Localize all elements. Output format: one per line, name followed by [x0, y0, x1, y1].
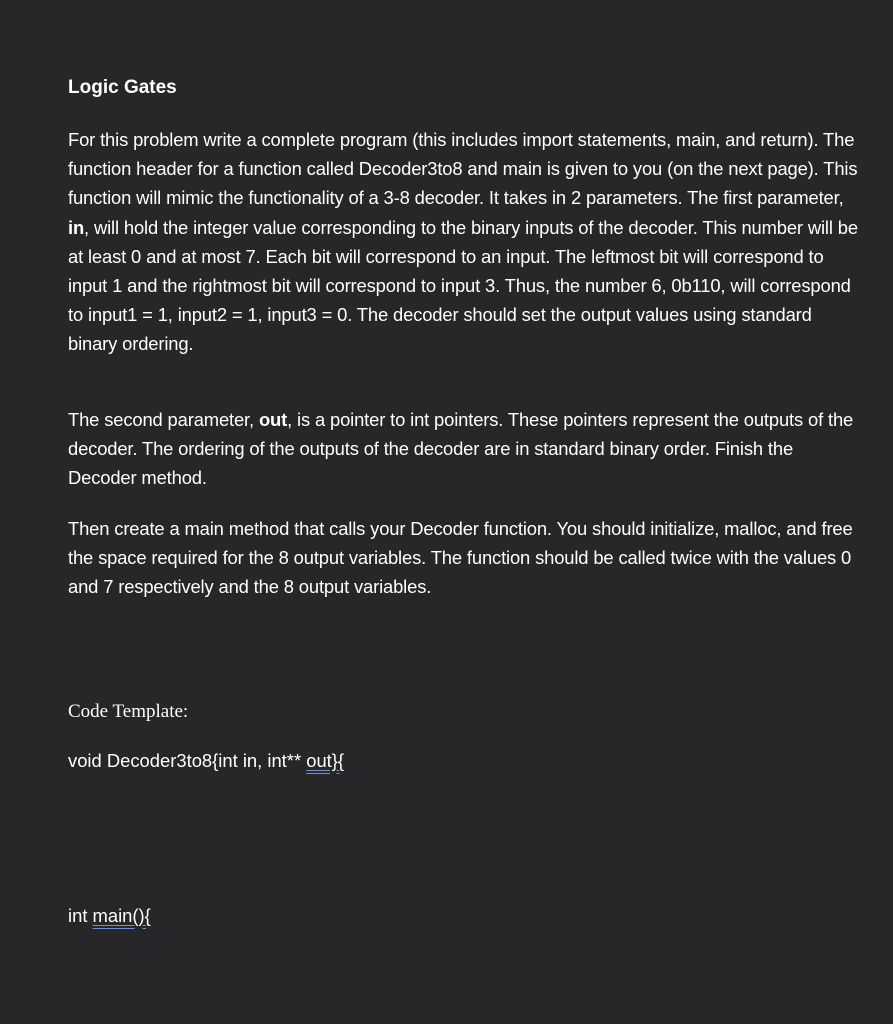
paragraph-second-parameter: [68, 405, 858, 493]
decoder-signature: [68, 748, 344, 774]
document-title: Logic Gates: [68, 77, 177, 98]
decoder-signature-prefix: void Decoder3to8{int in, int**: [68, 750, 307, 771]
p1-text-a: For this problem write a complete program (this includes import statements, main, and return). The function header for a function called Decoder3to8 and main is given to you (on the next page). This function will mimic the functionality of a 3-8 decoder. It takes in 2 parameters. The first parameter,: [68, 129, 858, 209]
code-template-label: Code Template:: [68, 701, 189, 722]
main-signature-underlined: main(){: [92, 905, 151, 926]
p2-bold-out: out: [258, 409, 288, 430]
p1-bold-in: in: [68, 216, 85, 238]
decoder-signature-underlined: out}{: [306, 750, 345, 771]
main-signature-prefix: int: [68, 905, 93, 926]
p1-text-b: , will hold the integer value corresponding to the binary inputs of the decoder. This number will be at least 0 and at most 7. Each bit will correspond to an input. The leftmost bit will correspond to input 1 and the rightmost bit will correspond to input 3. Thus, the number 6, 0b110, will correspond to input1 = 1, input2 = 1, input3 = 0. The decoder should set the output values using standard binary ordering.: [68, 216, 858, 355]
main-signature: [68, 903, 151, 929]
paragraph-main-method: Then create a main method that calls your Decoder function. You should initialize, malloc, and free the space required for the 8 output variables. The function should be called twice with the values 0 and 7 respectively and the 8 output variables.: [68, 518, 853, 598]
p2-text-b: , is a pointer to int pointers. These pointers represent the outputs of the decoder. The ordering of the outputs of the decoder are in standard binary order. Finish the Decoder method.: [68, 409, 854, 489]
p2-text-a: The second parameter,: [68, 409, 259, 430]
paragraph-problem-description: [68, 125, 858, 359]
